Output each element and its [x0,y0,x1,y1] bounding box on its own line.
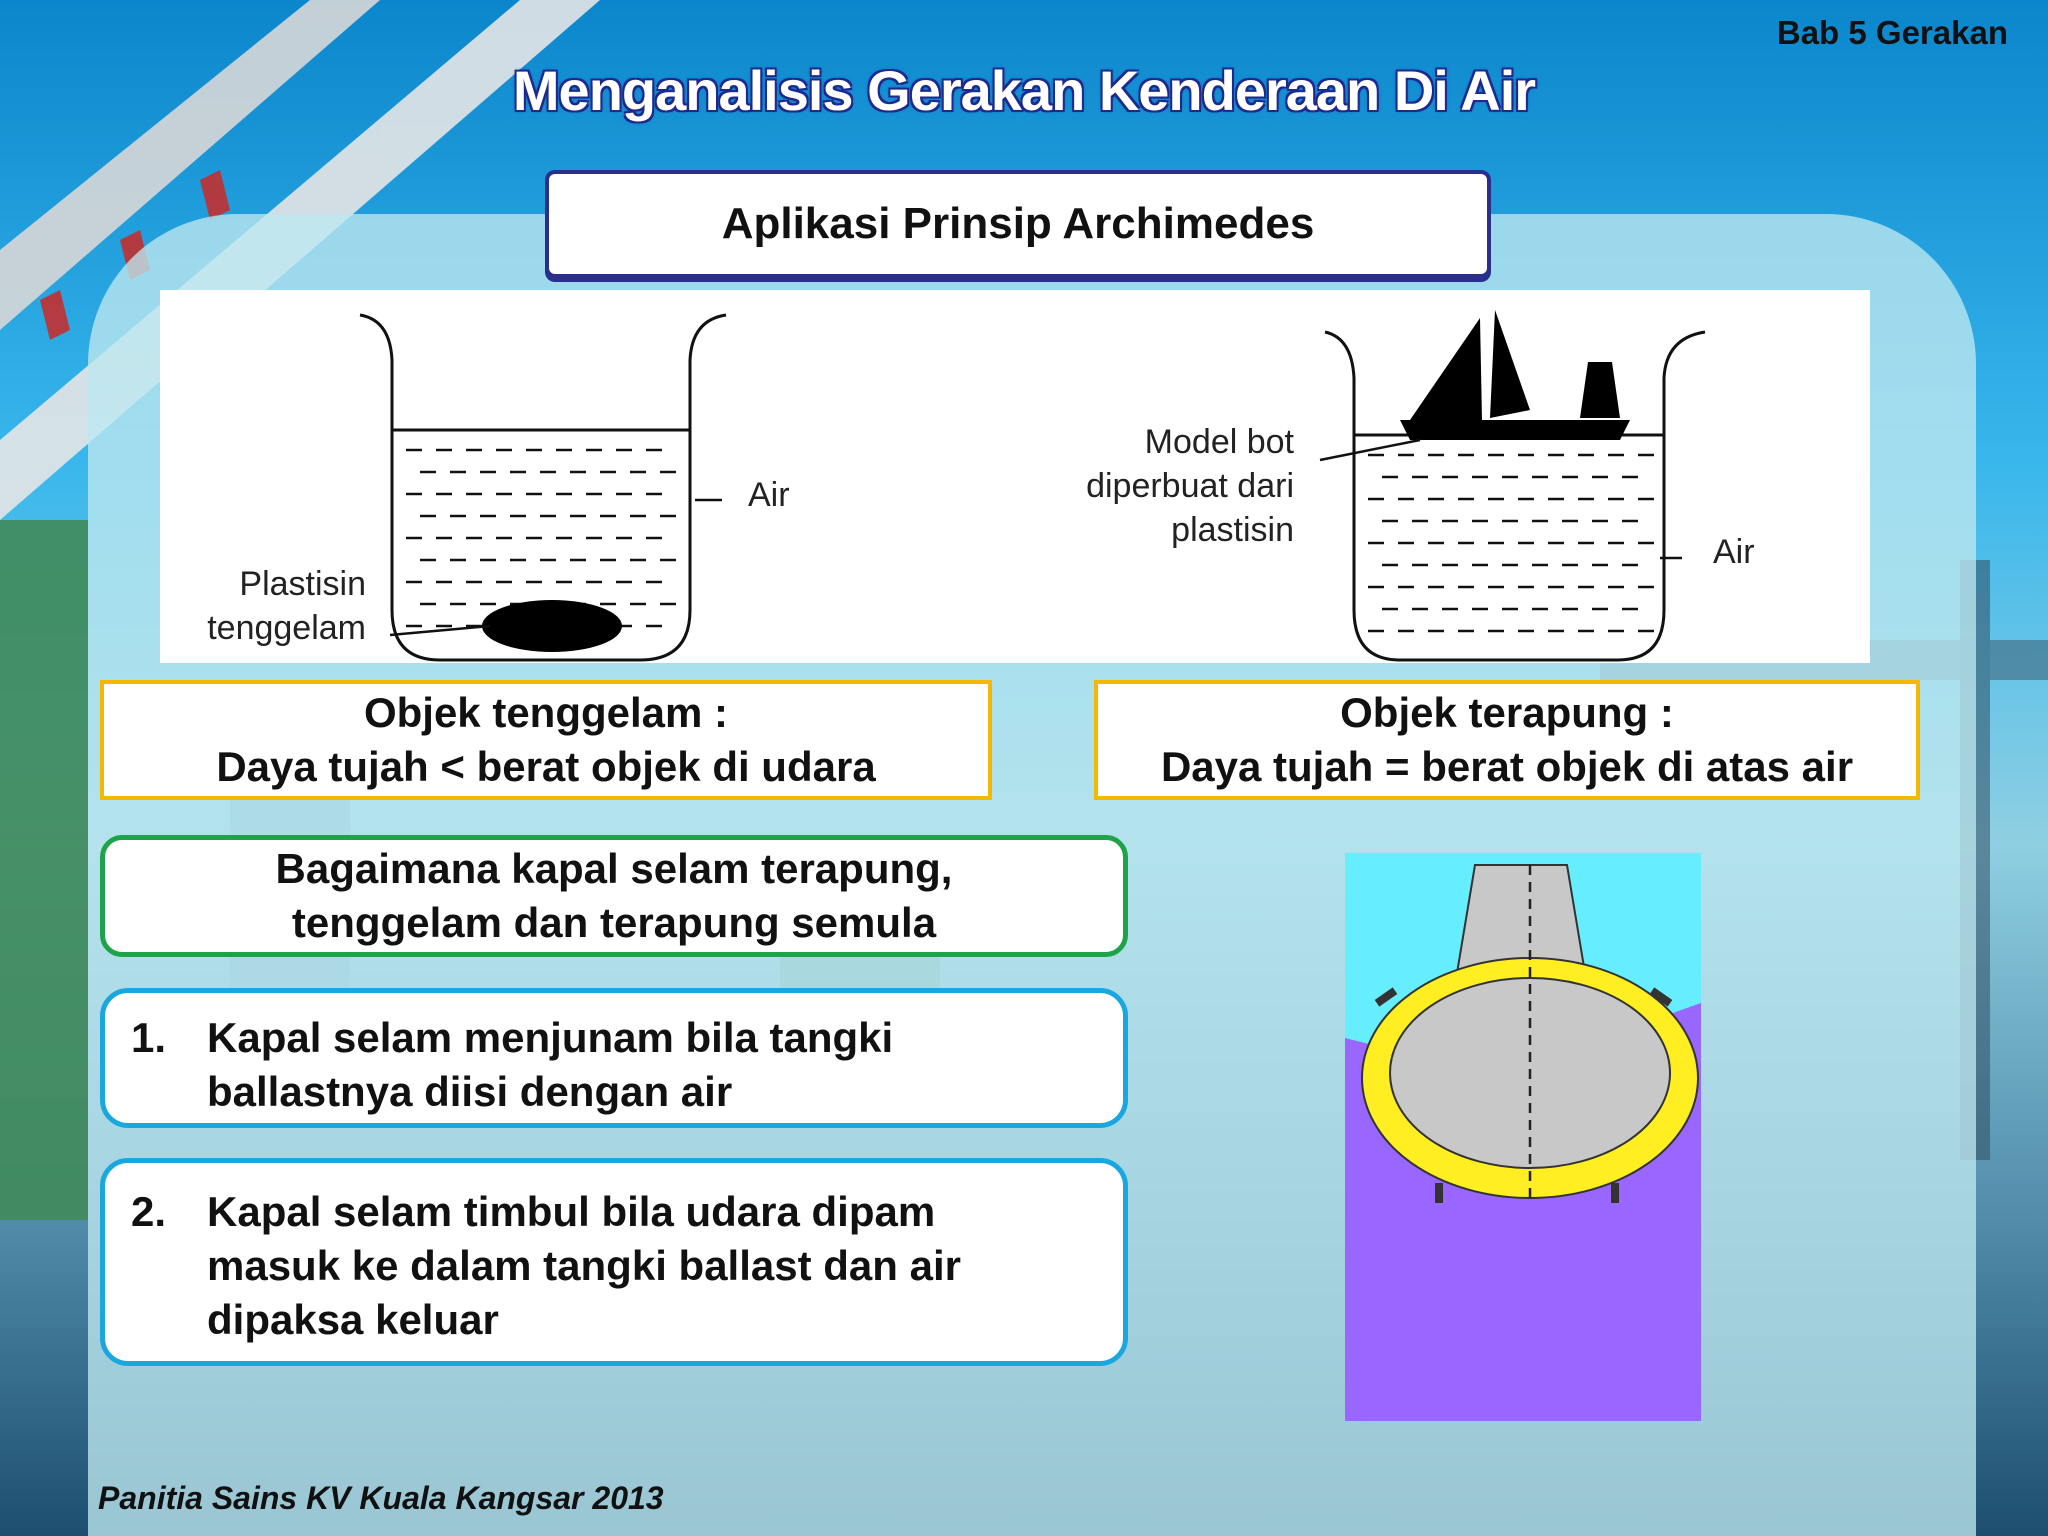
step-2-line3: dipaksa keluar [207,1296,499,1343]
submarine-cross-section [1345,853,1701,1421]
archimedes-diagram [160,290,1870,663]
sink-condition-title: Objek tenggelam : [363,689,729,736]
right-model-label-line1: Model bot [1144,423,1294,461]
step-1-line1: Kapal selam menjunam bila tangki [207,1014,894,1061]
subtitle-banner [545,170,1491,278]
water-dashes-left [406,450,676,626]
step-2-line2: masuk ke dalam tangki ballast dan air [207,1242,961,1289]
left-object-label [190,562,366,650]
chapter-label: Bab 5 Gerakan [1776,14,2008,51]
pointer-line [390,626,490,635]
float-condition-box [1094,680,1920,800]
question-box [100,835,1128,957]
footer-credit: Panitia Sains KV Kuala Kangsar 2013 [98,1480,664,1516]
float-condition-title: Objek terapung : [1340,689,1674,736]
left-object-label-line1: Plastisin [239,565,366,603]
sink-condition-rule: Daya tujah < berat objek di udara [216,743,876,790]
conning-tower [1457,865,1585,973]
question-line1: Bagaimana kapal selam terapung, [275,845,953,892]
step-1-line2: ballastnya diisi dengan air [207,1068,733,1115]
right-model-label-line2: diperbuat dari [1086,467,1294,505]
step-2-line1: Kapal selam timbul bila udara dipam [207,1188,936,1235]
water-dashes-right [1368,455,1654,631]
step-2-text [207,1185,1103,1347]
right-model-label [1020,420,1294,552]
left-water-label: Air [748,476,790,514]
right-model-label-line3: plastisin [1171,511,1294,549]
step-1-box [100,988,1128,1128]
subtitle-text: Aplikasi Prinsip Archimedes [721,199,1315,248]
step-2-number: 2. [131,1188,167,1235]
left-object-label-line2: tenggelam [207,609,366,647]
sink-condition-box [100,680,992,800]
page-title: Menganalisis Gerakan Kenderaan Di Air [512,59,1536,122]
sunken-plasticine [482,600,622,652]
question-line2: tenggelam dan terapung semula [291,899,937,946]
step-2-box [100,1158,1128,1366]
right-water-label: Air [1713,533,1755,571]
boat-icon [1400,310,1630,440]
step-1-text [207,1011,1103,1119]
pointer-line [1320,440,1420,460]
step-1-number: 1. [131,1014,167,1061]
float-condition-rule: Daya tujah = berat objek di atas air [1160,743,1854,790]
